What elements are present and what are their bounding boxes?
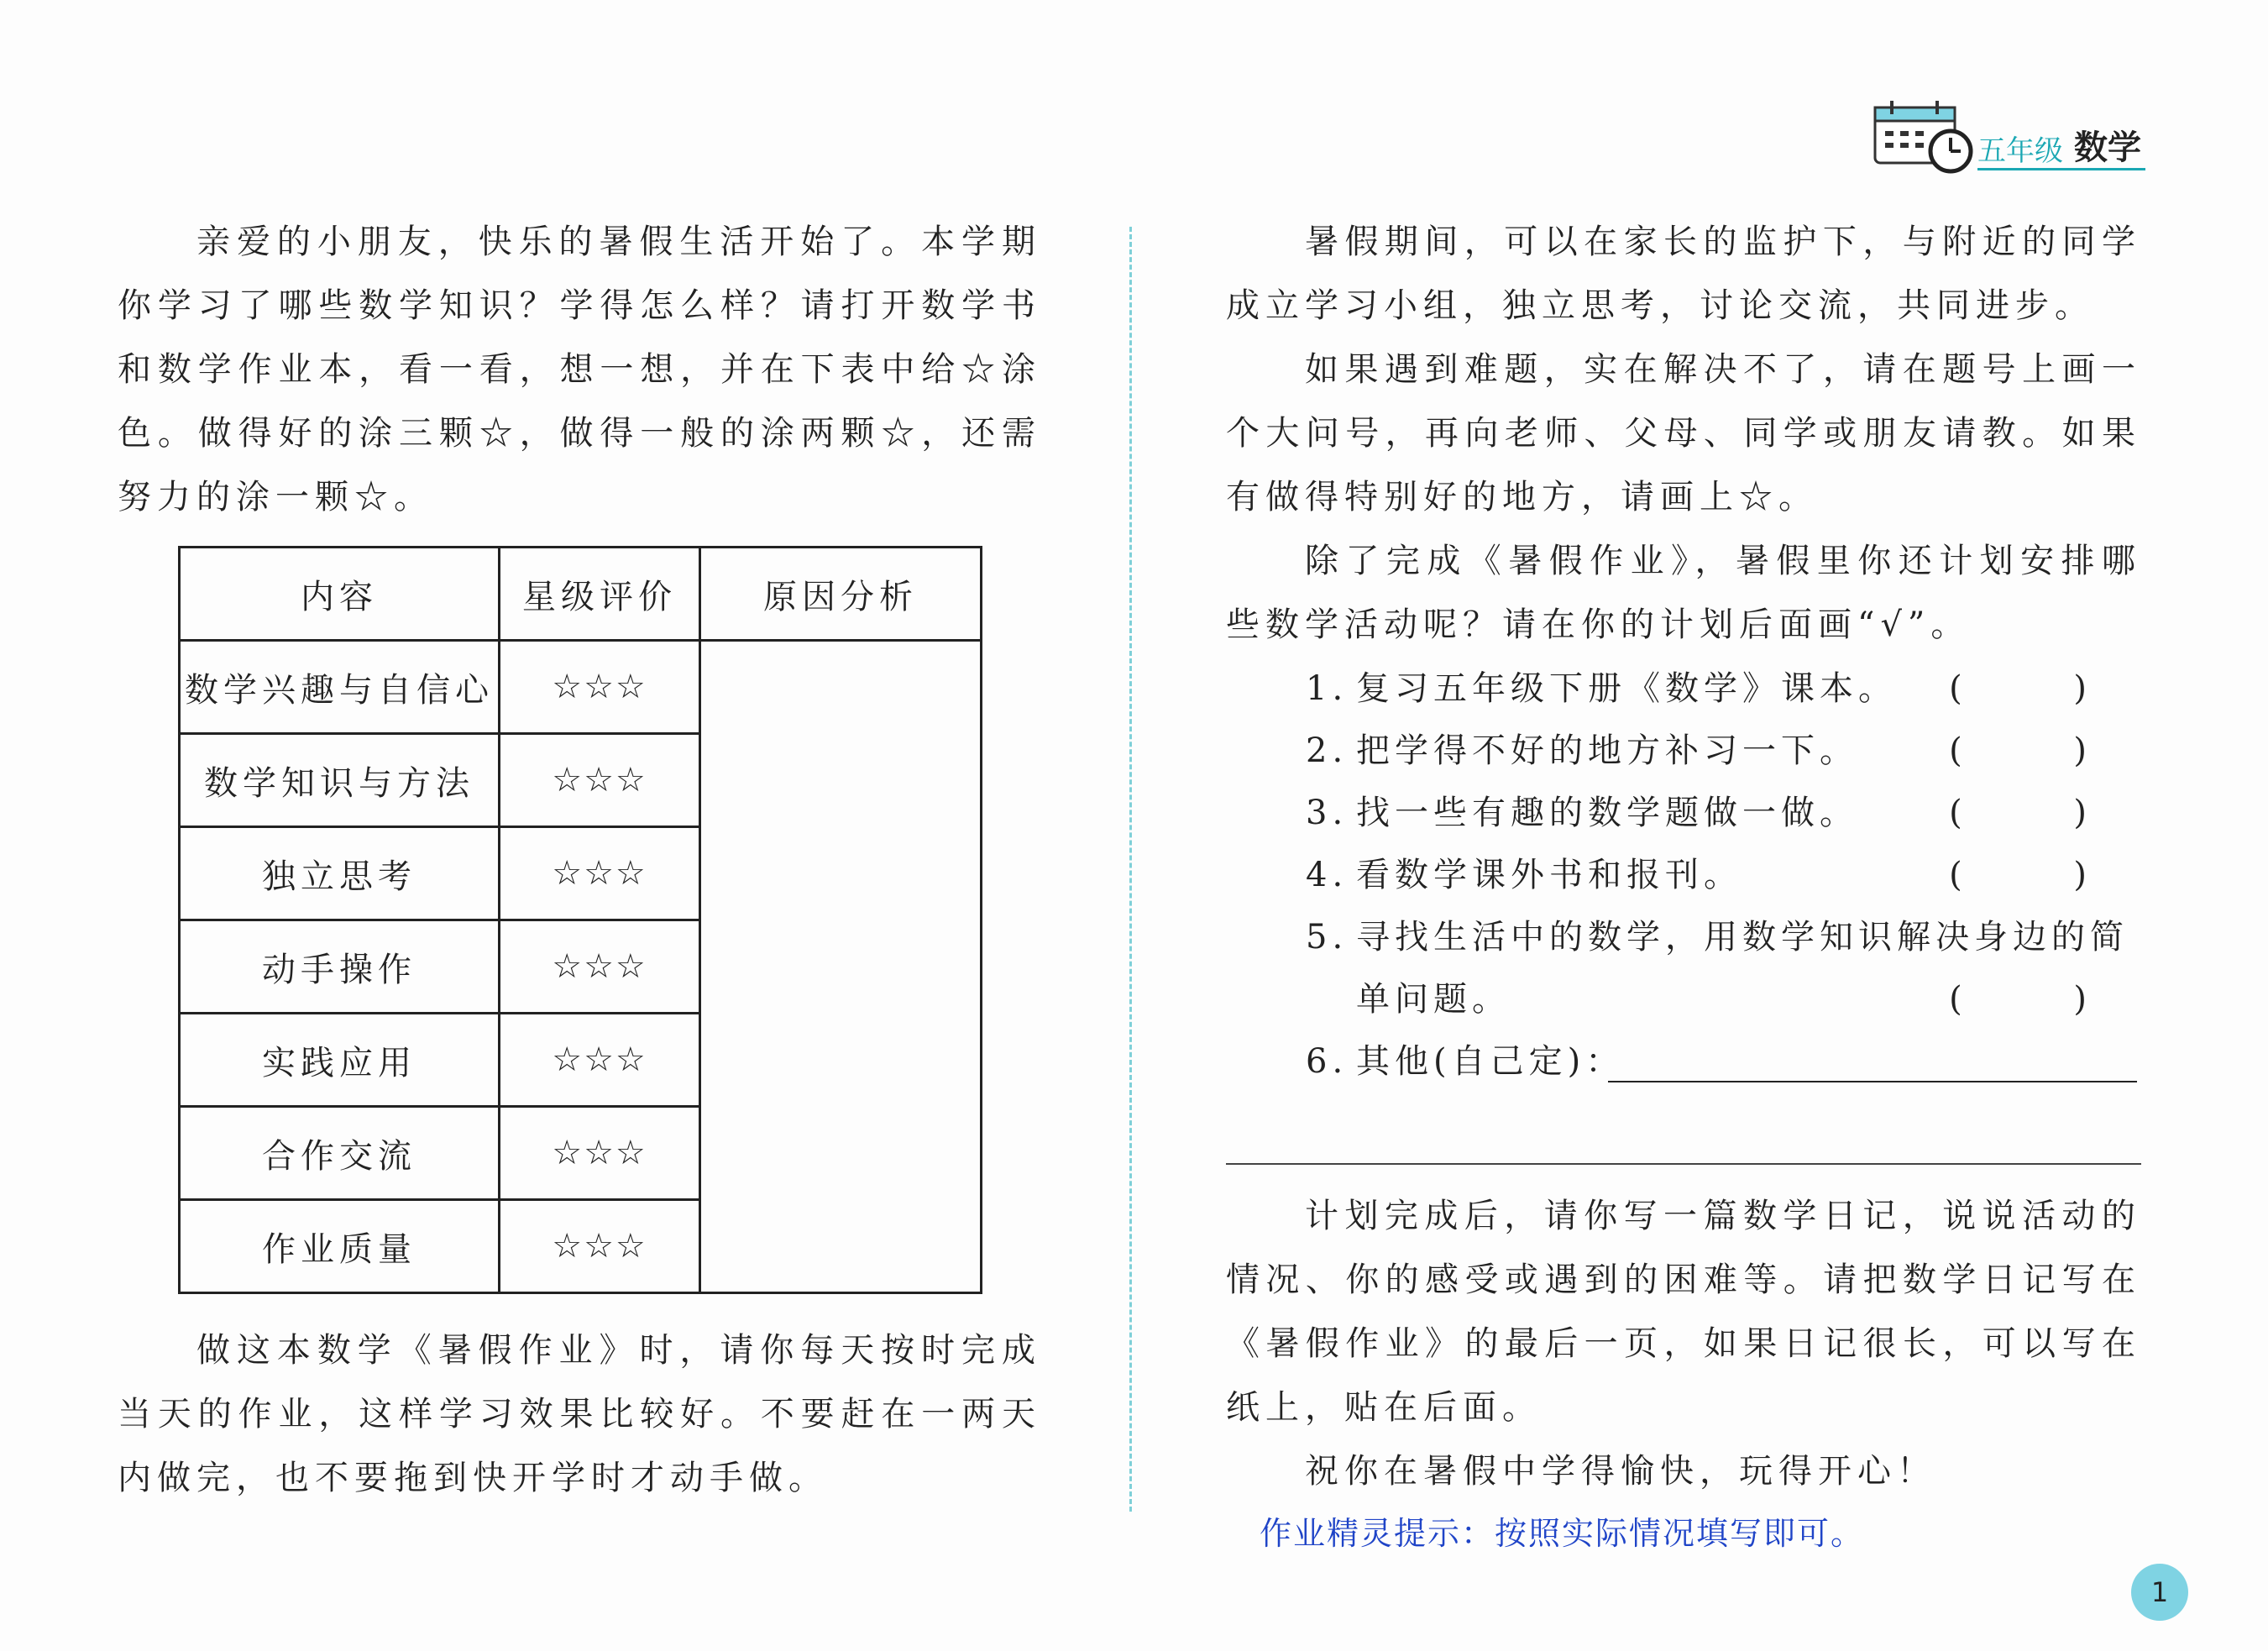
- star-rating[interactable]: ☆☆☆: [500, 734, 700, 827]
- header-content: 内容: [180, 548, 500, 641]
- plan-number: 6.: [1306, 1042, 1349, 1081]
- row-item: 独立思考: [180, 827, 500, 920]
- plan-number: 1.: [1306, 669, 1349, 708]
- plan-list: [1306, 658, 2145, 1093]
- list-item: [1306, 782, 2145, 844]
- left-column: [118, 210, 1041, 529]
- row-item: 合作交流: [180, 1107, 500, 1200]
- diary-paragraph: 计划完成后，请你写一篇数学日记，说说活动的情况、你的感受或遇到的困难等。请把数学日记写在《暑假作业》的最后一页，如果日记很长，可以写在纸上，贴在后面。: [1226, 1197, 2141, 1427]
- check-parenthesis[interactable]: ( ): [1949, 669, 2137, 708]
- page-header: [1868, 99, 2145, 175]
- reason-analysis-cell[interactable]: [700, 641, 982, 1293]
- left-outro-block: [118, 1318, 1041, 1510]
- section-separator: [1226, 1163, 2141, 1165]
- star-rating[interactable]: ☆☆☆: [500, 920, 700, 1014]
- calendar-clock-icon: [1868, 99, 1977, 175]
- header-reason: 原因分析: [700, 548, 982, 641]
- plan-intro-paragraph: 除了完成《暑假作业》，暑假里你还计划安排哪些数学活动呢？请在你的计划后面画“√”。: [1226, 542, 2141, 644]
- star-rating[interactable]: ☆☆☆: [500, 641, 700, 734]
- list-item: [1306, 1030, 2145, 1093]
- check-parenthesis[interactable]: ( ): [1949, 980, 2137, 1019]
- hint-text: 作业精灵提示：按照实际情况填写即可。: [1260, 1515, 1865, 1552]
- plan-text: 复习五年级下册《数学》课本。: [1356, 669, 1897, 708]
- list-item: [1306, 906, 2145, 1030]
- fold-divider: [1129, 227, 1132, 1512]
- table-row: [180, 641, 982, 734]
- write-in-line[interactable]: [1608, 1081, 2137, 1082]
- row-item: 作业质量: [180, 1200, 500, 1293]
- plan-number: 4.: [1306, 856, 1349, 894]
- row-item: 动手操作: [180, 920, 500, 1014]
- check-parenthesis[interactable]: ( ): [1949, 731, 2137, 770]
- list-item: [1306, 658, 2145, 720]
- plan-number: 5.: [1306, 918, 1349, 957]
- star-rating[interactable]: ☆☆☆: [500, 1200, 700, 1293]
- header-underline: [1977, 168, 2145, 170]
- plan-number: 3.: [1306, 794, 1349, 832]
- page-number-badge: 1: [2131, 1564, 2188, 1621]
- subject-label: 数学: [2074, 128, 2141, 167]
- intro-paragraph: 亲爱的小朋友，快乐的暑假生活开始了。本学期你学习了哪些数学知识？学得怎么样？请打开数学书和数学作业本，看一看，想一想，并在下表中给☆涂色。做得好的涂三颗☆，做得一般的涂两颗☆，还需努力的涂一颗☆。: [118, 223, 1041, 516]
- grade-label: 五年级: [1977, 134, 2063, 168]
- row-item: 数学兴趣与自信心: [180, 641, 500, 734]
- star-rating[interactable]: ☆☆☆: [500, 827, 700, 920]
- outro-paragraph: 做这本数学《暑假作业》时，请你每天按时完成当天的作业，这样学习效果比较好。不要赶在一两天内做完，也不要拖到快开学时才动手做。: [118, 1331, 1041, 1497]
- star-rating[interactable]: ☆☆☆: [500, 1107, 700, 1200]
- list-item: [1306, 720, 2145, 782]
- closing-paragraph: 祝你在暑假中学得愉快，玩得开心！: [1305, 1452, 1936, 1491]
- row-item: 数学知识与方法: [180, 734, 500, 827]
- self-evaluation-table: [178, 546, 982, 1294]
- table-header-row: [180, 548, 982, 641]
- plan-text: 把学得不好的地方补习一下。: [1356, 731, 1858, 770]
- check-parenthesis[interactable]: ( ): [1949, 856, 2137, 894]
- study-group-paragraph: 暑假期间，可以在家长的监护下，与附近的同学成立学习小组，独立思考，讨论交流，共同进步。: [1226, 223, 2141, 325]
- plan-text: 寻找生活中的数学，用数学知识解决身边的简: [1356, 918, 2129, 957]
- row-item: 实践应用: [180, 1014, 500, 1107]
- plan-text-continued: 单问题。: [1356, 980, 1511, 1019]
- list-item: [1306, 844, 2145, 906]
- plan-text: 找一些有趣的数学题做一做。: [1356, 794, 1858, 832]
- check-parenthesis[interactable]: ( ): [1949, 794, 2137, 832]
- plan-number: 2.: [1306, 731, 1349, 770]
- plan-text: 看数学课外书和报刊。: [1356, 856, 1742, 894]
- right-column: [1226, 210, 2141, 657]
- diary-block: [1226, 1184, 2141, 1503]
- header-star-rating: 星级评价: [500, 548, 700, 641]
- plan-text: 其他(自己定)：: [1356, 1042, 1625, 1081]
- difficulty-paragraph: 如果遇到难题，实在解决不了，请在题号上画一个大问号，再向老师、父母、同学或朋友请教。如果有做得特别好的地方，请画上☆。: [1226, 350, 2141, 516]
- star-rating[interactable]: ☆☆☆: [500, 1014, 700, 1107]
